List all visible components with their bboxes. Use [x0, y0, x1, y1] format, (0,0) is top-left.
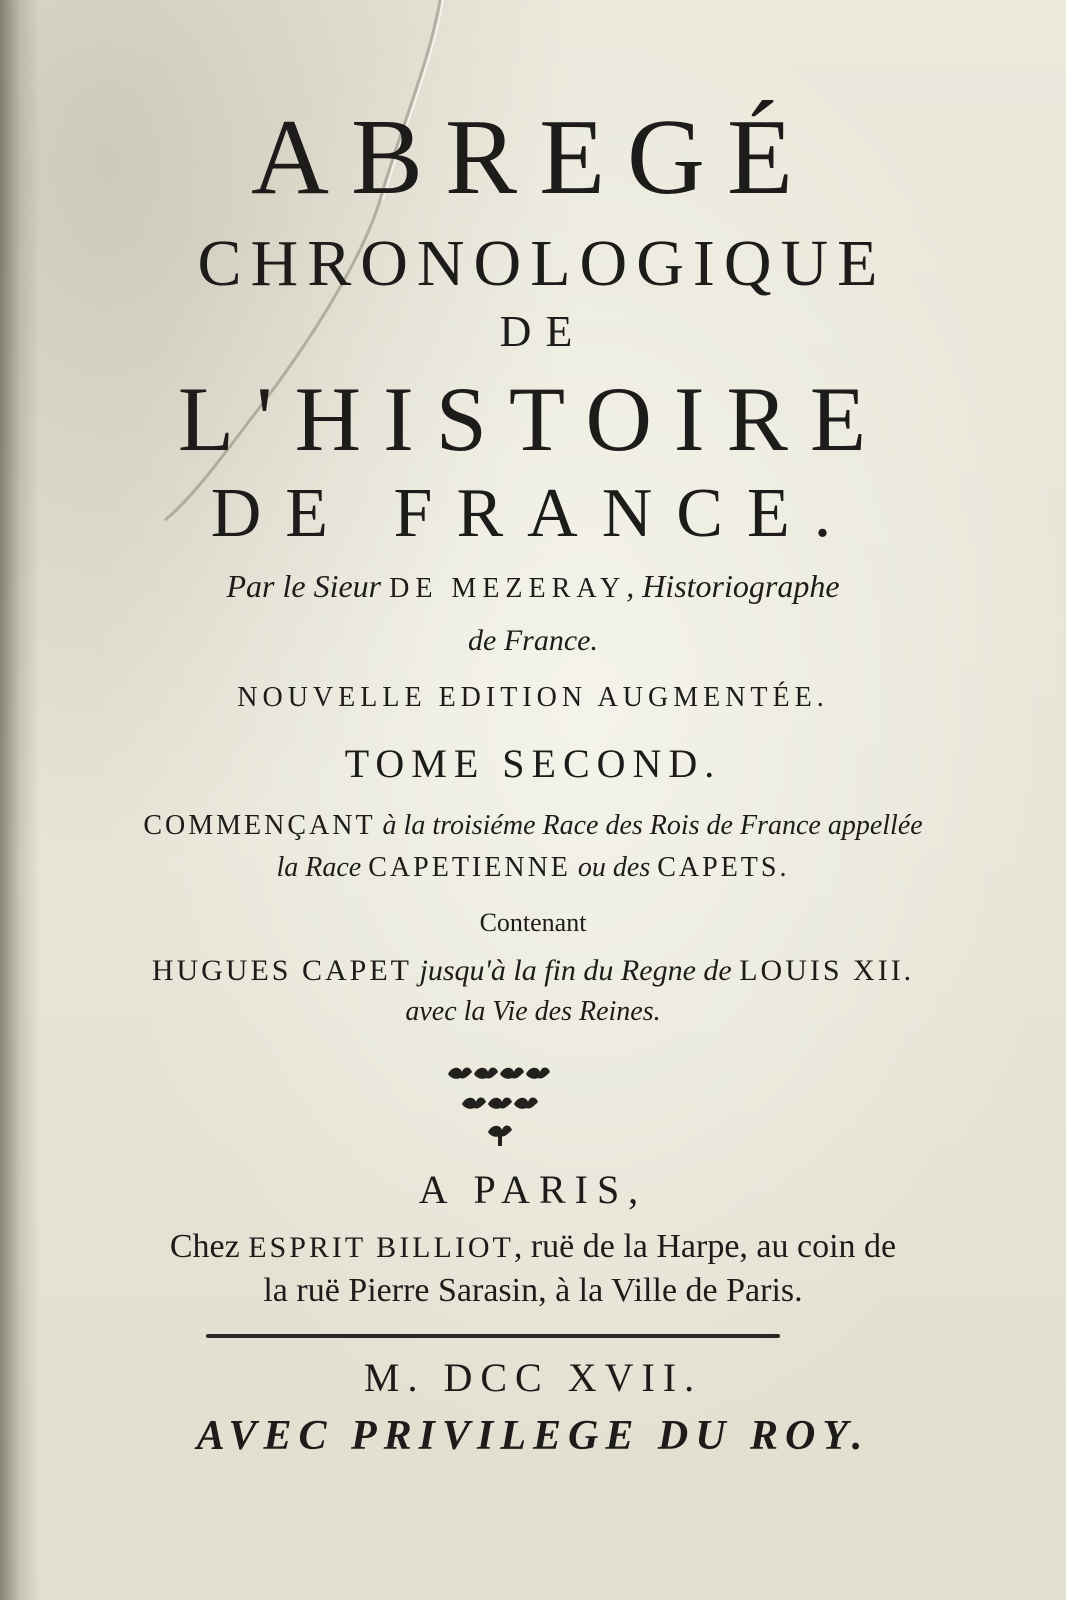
publisher-line [0, 1228, 1066, 1266]
year-line: M. DCC XVII. [363, 1355, 703, 1400]
author-suffix: , Historiographe [626, 568, 840, 604]
author-name: DE MEZERAY [389, 573, 627, 604]
publisher-prefix: Chez [169, 1228, 240, 1265]
publisher-line-2: la ruë Pierre Sarasin, à la Ville de Paris. [263, 1272, 803, 1309]
hugues-line [0, 954, 1066, 988]
publisher-name: ESPRIT BILLIOT [248, 1231, 514, 1264]
hugues-name: HUGUES CAPET [151, 954, 412, 987]
title-line-de-france: DE FRANCE. [210, 475, 856, 552]
commencing-line [0, 810, 1066, 842]
race-name-2: CAPETS. [657, 852, 790, 883]
fleuron-ornament-icon [444, 1060, 556, 1150]
containing-line: Contenant [479, 908, 587, 937]
privilege-line: AVEC PRIVILEGE DU ROY. [196, 1413, 870, 1459]
queens-line: avec la Vie des Reines. [405, 996, 661, 1027]
commencing-sc: COMMENÇANT [143, 810, 376, 841]
title-line-histoire: L'HISTOIRE [177, 368, 889, 470]
title-line-chronologique: CHRONOLOGIQUE [197, 227, 887, 300]
edition-line: NOUVELLE EDITION AUGMENTÉE. [237, 682, 829, 713]
title-line-abrege: ABREGÉ [251, 98, 815, 217]
title-line-de: DE [499, 307, 587, 356]
commencing-text: à la troisiéme Race des Rois de France appellée [382, 810, 923, 841]
race-prefix: la Race [276, 852, 362, 883]
author-line [0, 568, 1066, 605]
hugues-text: jusqu'à la fin du Regne de [419, 954, 732, 987]
publisher-rest: , ruë de la Harpe, au coin de [513, 1228, 897, 1265]
author-prefix: Par le Sieur [226, 568, 382, 604]
race-line [0, 852, 1066, 884]
place-line: A PARIS, [418, 1167, 648, 1212]
author-line-2: de France. [468, 624, 598, 657]
volume-line: TOME SECOND. [344, 741, 722, 786]
louis-name: LOUIS XII. [739, 954, 915, 987]
divider-rule [206, 1334, 780, 1338]
race-mid: ou des [577, 852, 651, 883]
race-name-1: CAPETIENNE [368, 852, 571, 883]
